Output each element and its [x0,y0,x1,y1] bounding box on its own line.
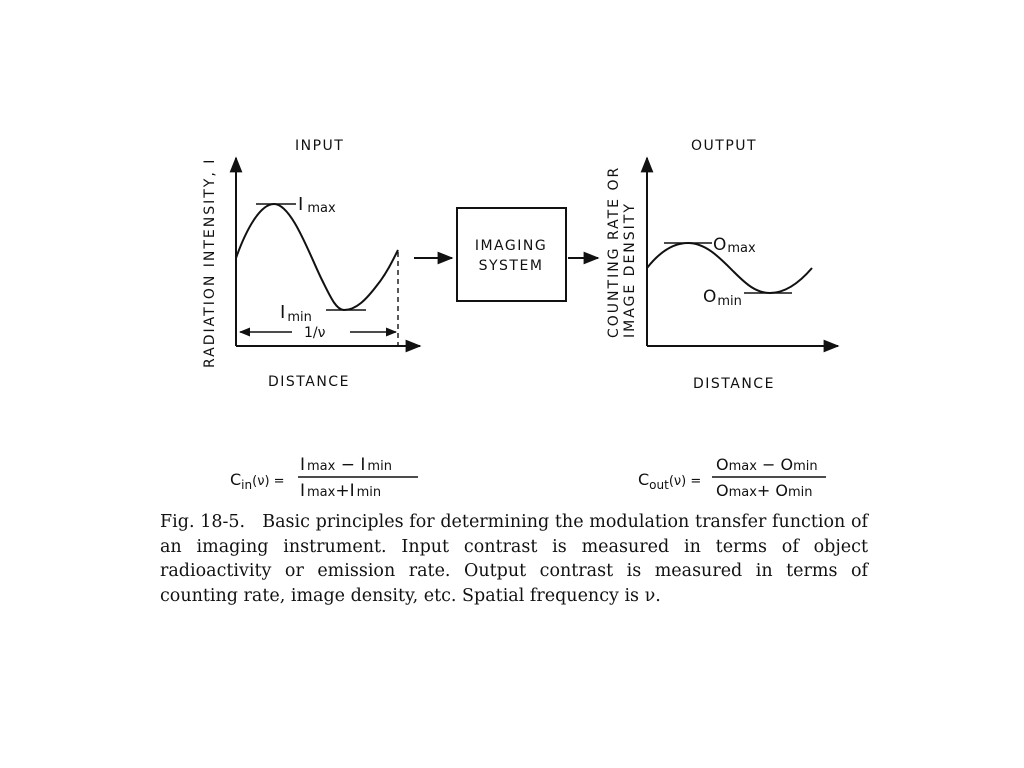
output-contrast-equation [638,455,826,500]
input-min-label: I min [280,302,312,325]
input-eq-lhs: $C_{in}^{(\nu) =}$ [230,470,285,492]
output-y-axis-label-line1: COUNTING RATE OR [606,165,622,338]
imaging-system-box [457,208,566,301]
output-max-label: Omax [713,235,756,256]
output-title: OUTPUT [691,138,758,154]
system-line1: IMAGING [474,238,548,254]
input-title: INPUT [295,138,345,154]
input-eq-denominator: I max+I min [300,481,382,501]
system-line2: SYSTEM [478,258,544,274]
output-min-label: Omin [703,287,742,309]
input-y-axis-label: RADIATION INTENSITY, I [202,157,218,368]
output-y-axis-label-line2: IMAGE DENSITY [622,202,638,338]
input-wave-curve [236,204,398,310]
input-y-axis-label-group [202,158,218,368]
input-eq-numerator: I max − I min [300,455,392,475]
figure-caption [160,510,868,608]
caption-label: Fig. 18-5. [160,512,246,532]
output-eq-lhs: $C_{out}^{(\nu) =}$ [638,470,702,492]
output-x-axis-label: DISTANCE [693,376,775,392]
input-max-label: I max [298,194,336,216]
output-eq-denominator: Omax+ Omin [716,481,813,500]
input-x-axis-label: DISTANCE [268,374,350,390]
output-y-axis-label-group [606,166,638,338]
output-eq-numerator: Omax − Omin [716,455,818,474]
caption-text: Basic principles for determining the modulation transfer function of an imaging instrument. Input contrast is measured in terms of object radioactivity or emission rate. Output contrast is measured in terms of counting rate, image density, etc. Spatial frequency is ν. [160,512,868,606]
input-contrast-equation [230,455,418,501]
period-label: 1/ν [304,325,326,341]
